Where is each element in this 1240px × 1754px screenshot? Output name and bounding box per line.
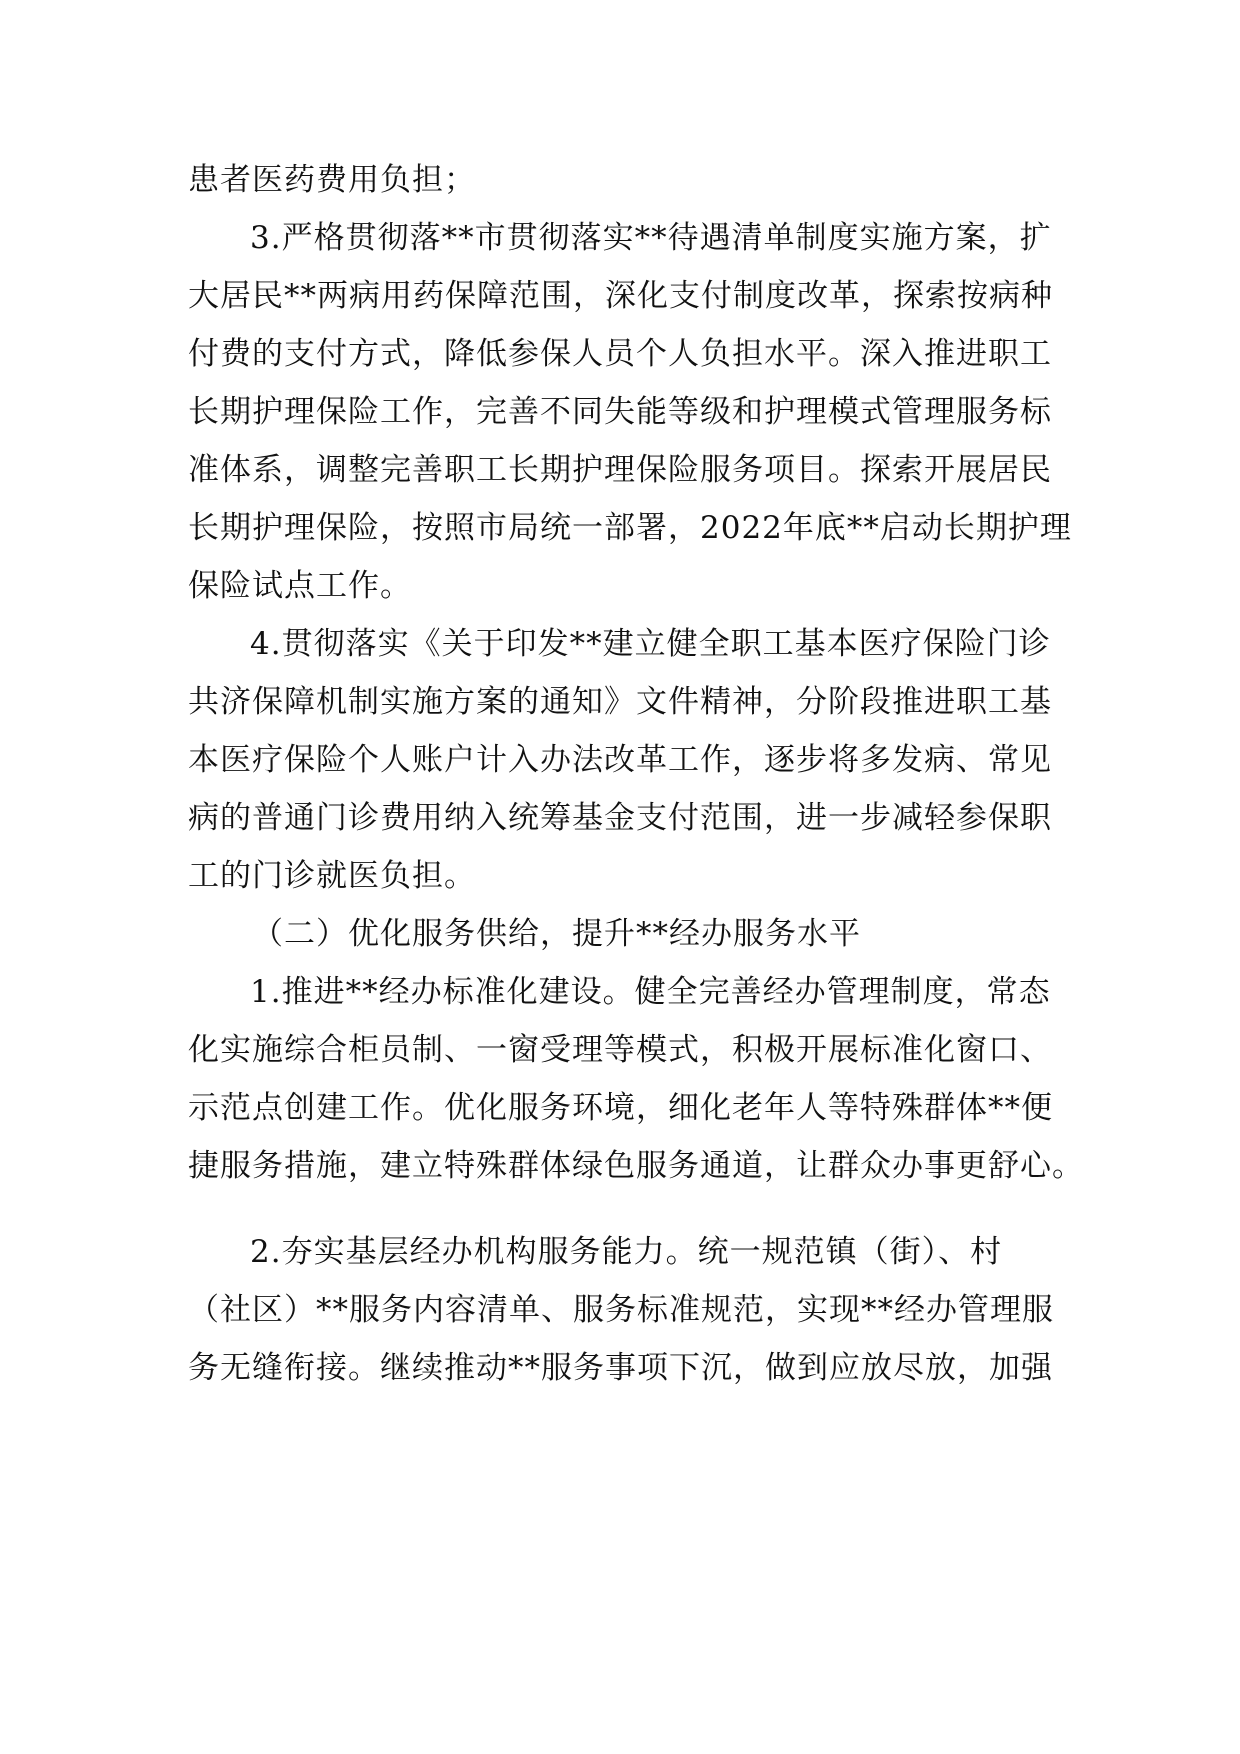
paragraph-line: （社区）**服务内容清单、服务标准规范，实现**经办管理服 — [188, 1292, 1054, 1328]
paragraph-line: 长期护理保险工作，完善不同失能等级和护理模式管理服务标 — [188, 394, 1052, 430]
paragraph-line: 工的门诊就医负担。 — [188, 858, 476, 894]
paragraph-line: 共济保障机制实施方案的通知》文件精神，分阶段推进职工基 — [188, 684, 1052, 720]
paragraph-line: 本医疗保险个人账户计入办法改革工作，逐步将多发病、常见 — [188, 742, 1052, 778]
paragraph-line: 大居民**两病用药保障范围，深化支付制度改革，探索按病种 — [188, 278, 1053, 314]
paragraph-line: 示范点创建工作。优化服务环境，细化老年人等特殊群体**便 — [188, 1090, 1053, 1126]
paragraph-line: 保险试点工作。 — [188, 568, 412, 604]
paragraph-line: 4.贯彻落实《关于印发**建立健全职工基本医疗保险门诊 — [250, 626, 1051, 662]
paragraph-line: 病的普通门诊费用纳入统筹基金支付范围，进一步减轻参保职 — [188, 800, 1052, 836]
paragraph-line: 化实施综合柜员制、一窗受理等模式，积极开展标准化窗口、 — [188, 1032, 1052, 1068]
paragraph-line: 2.夯实基层经办机构服务能力。统一规范镇（街）、村 — [250, 1234, 1003, 1270]
paragraph-line: 患者医药费用负担； — [188, 162, 476, 198]
paragraph-line: 1.推进**经办标准化建设。健全完善经办管理制度，常态 — [250, 974, 1051, 1010]
paragraph-line: 捷服务措施，建立特殊群体绿色服务通道，让群众办事更舒心。 — [188, 1148, 1084, 1184]
paragraph-line: 准体系，调整完善职工长期护理保险服务项目。探索开展居民 — [188, 452, 1052, 488]
paragraph-line: 3.严格贯彻落**市贯彻落实**待遇清单制度实施方案，扩 — [250, 220, 1052, 256]
paragraph-line: 长期护理保险，按照市局统一部署，2022年底**启动长期护理 — [188, 510, 1072, 546]
section-heading: （二）优化服务供给，提升**经办服务水平 — [252, 916, 861, 952]
paragraph-line: 务无缝衔接。继续推动**服务事项下沉，做到应放尽放，加强 — [188, 1350, 1053, 1386]
paragraph-line: 付费的支付方式，降低参保人员个人负担水平。深入推进职工 — [188, 336, 1052, 372]
